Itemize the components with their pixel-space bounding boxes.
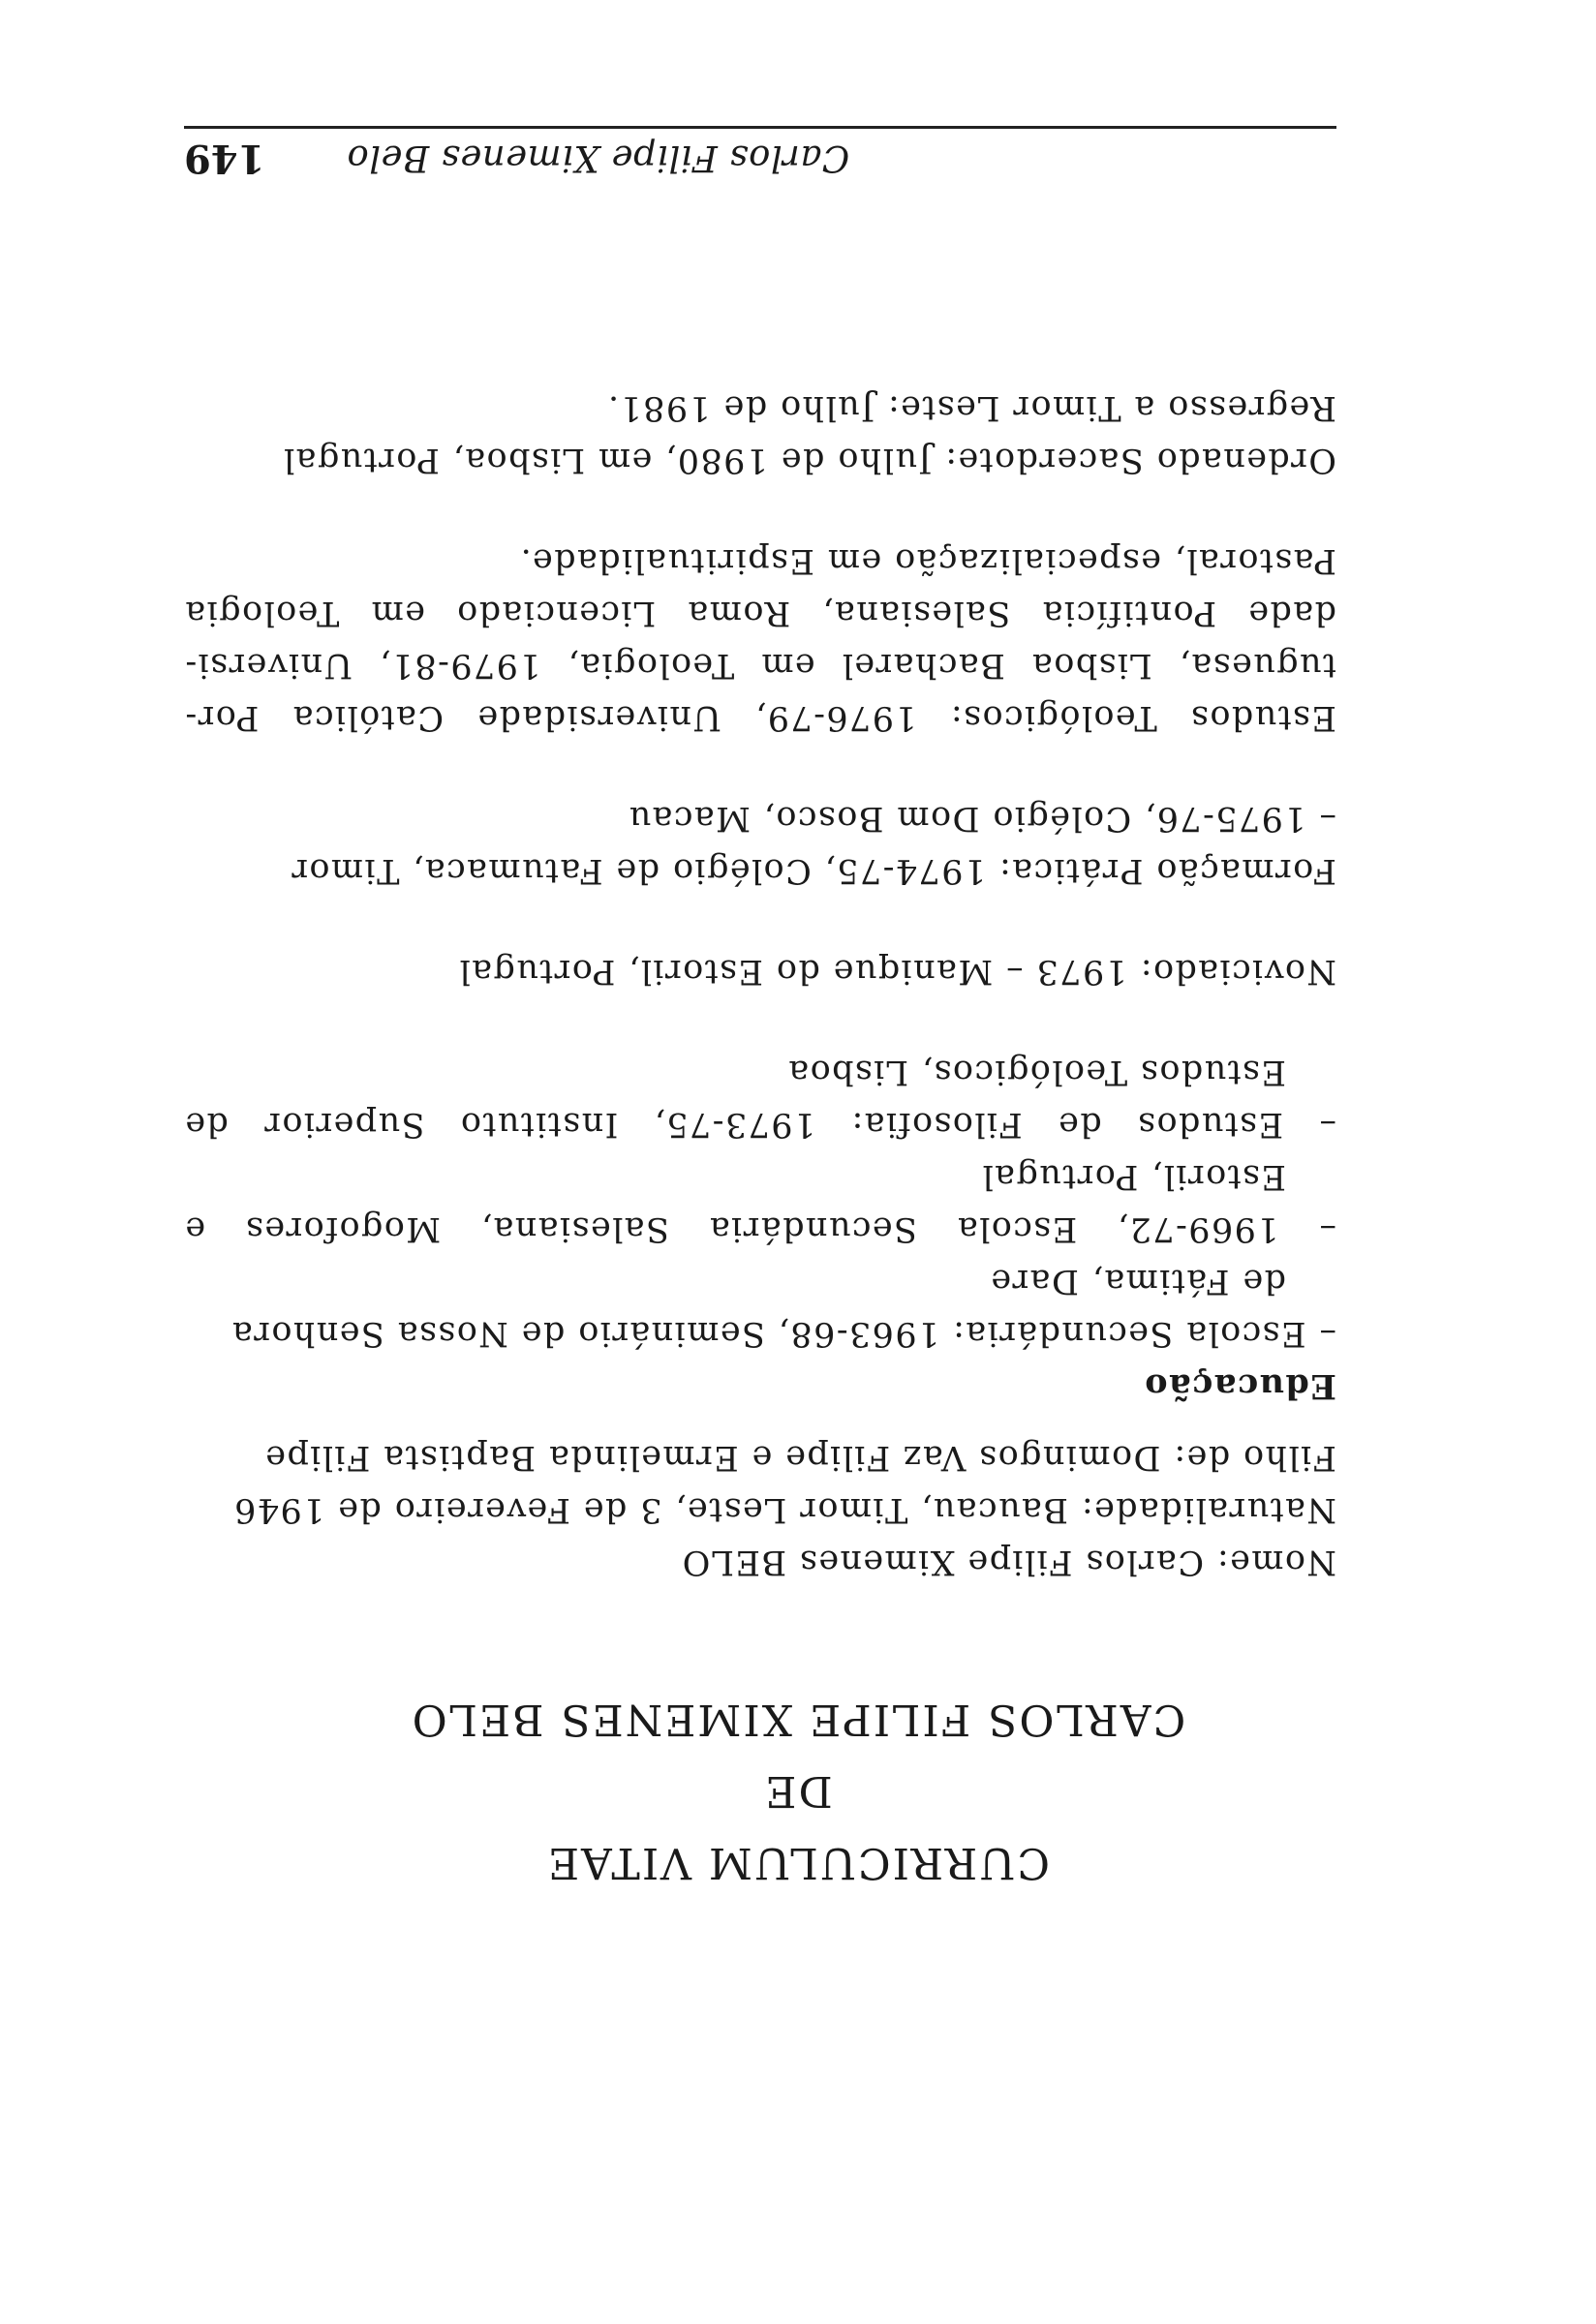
birthplace-line: Naturalidade: Baucau, Timor Leste, 3 de Fevereiro de 1946 (232, 1490, 1336, 1529)
novitiate-line: Noviciado: 1973 – Manique do Estoril, Portugal (458, 952, 1336, 991)
title-line-1: CURRICULUM VITAE (545, 1838, 1051, 1887)
education-item-3-line-2: Estudos Teológicos, Lisboa (787, 1053, 1286, 1091)
theology-studies-line-2: tuguesa, Lisboa Bacharel em Teologia, 1979-81, Universi- (184, 646, 1336, 685)
running-header-author: Carlos Filipe Ximenes Belo (347, 138, 850, 179)
theology-studies-line-4: Pastoral, especialização em Espiritualidade. (519, 541, 1336, 580)
title-line-3: CARLOS FILIPE XIMENES BELO (410, 1695, 1186, 1744)
page-number: 149 (184, 136, 265, 181)
education-item-3-line-1: – Estudos de Filosofia: 1973-75, Instituto Superior de (184, 1105, 1336, 1144)
practical-training-line-1: Formação Prática: 1974-75, Colégio de Fatumaca, Timor (290, 851, 1336, 890)
practical-training-line-2: – 1975-76, Colégio Dom Bosco, Macau (628, 799, 1336, 838)
ordination-line: Ordenado Sacerdote: Julho de 1980, em Lisboa, Portugal (282, 441, 1336, 479)
title-line-2: DE (763, 1766, 833, 1816)
education-item-1-line-2: de Fátima, Dare (990, 1262, 1286, 1300)
name-line: Nome: Carlos Filipe Ximenes BELO (681, 1543, 1336, 1581)
running-header (184, 126, 1336, 179)
cv-body (184, 382, 1336, 1588)
return-line: Regresso a Timor Leste: Julho de 1981. (606, 388, 1336, 427)
parents-line: Filho de: Domingos Vaz Filipe e Ermelinda Baptista Filipe (263, 1438, 1336, 1477)
education-item-2-line-1: – 1969-72, Escola Secundária Salesiana, Mogofores e (184, 1209, 1336, 1248)
theology-studies-line-1: Estudos Teológicos: 1976-79, Universidade Católica Por- (184, 698, 1336, 737)
education-item-2-line-2: Estoril, Portugal (981, 1157, 1286, 1196)
education-item-1-line-1: – Escola Secundária: 1963-68, Seminário de Nossa Senhora (230, 1314, 1336, 1353)
education-heading: Educação (1143, 1366, 1336, 1406)
theology-studies-line-3: dade Pontifícia Salesiana, Roma Licenciado em Teologia (184, 594, 1336, 632)
